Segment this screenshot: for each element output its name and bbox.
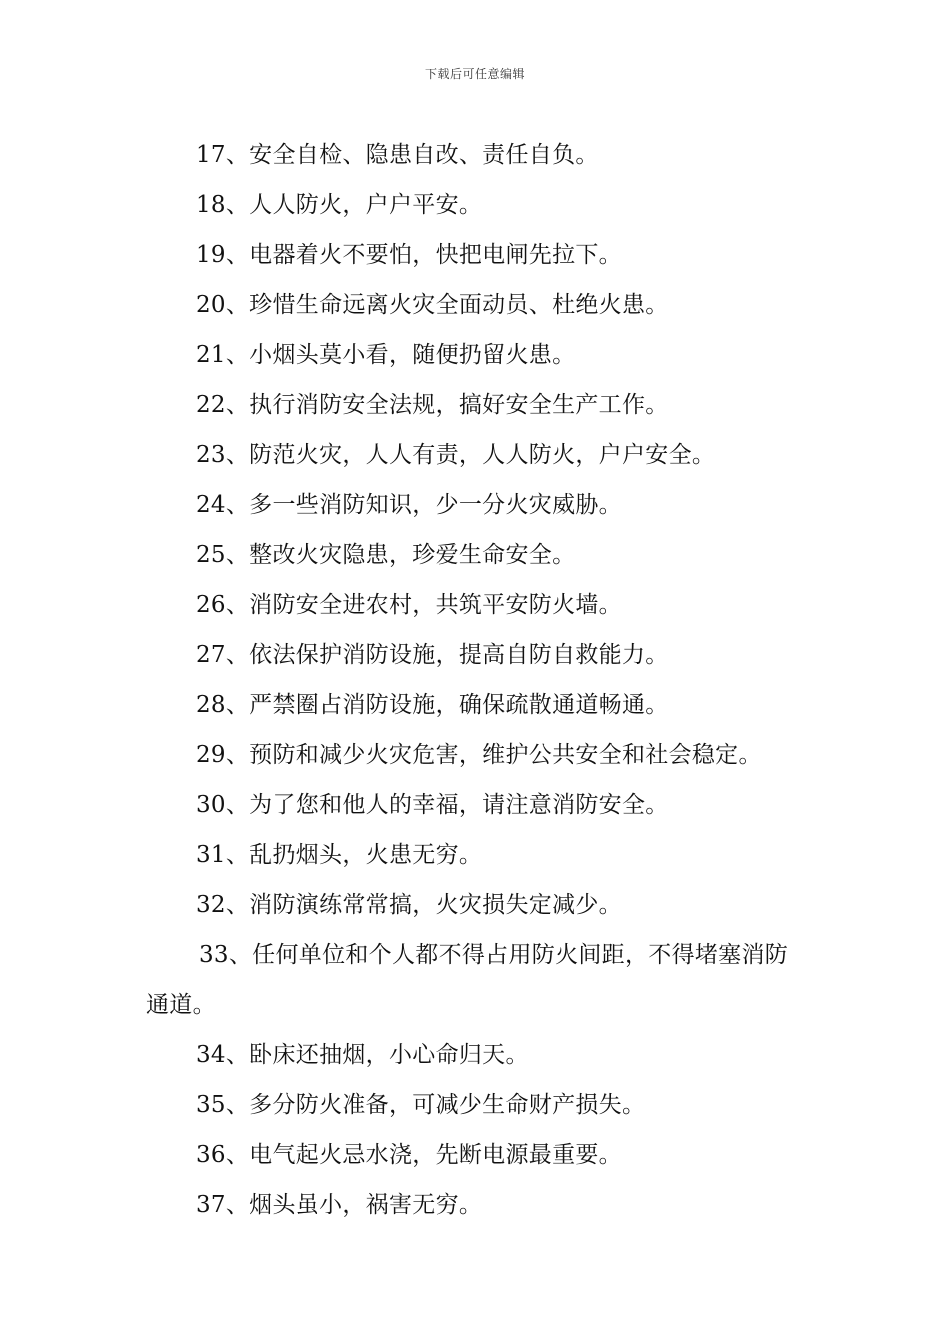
list-item: 28、严禁圈占消防设施，确保疏散通道畅通。 — [196, 692, 669, 718]
list-item: 33、任何单位和个人都不得占用防火间距，不得堵塞消防通道。 — [146, 942, 789, 1018]
slogan-list — [146, 130, 826, 1230]
list-item: 17、安全自检、隐患自改、责任自负。 — [196, 142, 599, 168]
list-item: 31、乱扔烟头，火患无穷。 — [196, 842, 483, 868]
list-item: 27、依法保护消防设施，提高自防自救能力。 — [196, 642, 669, 668]
list-item: 19、电器着火不要怕，快把电闸先拉下。 — [196, 242, 622, 268]
list-item: 29、预防和减少火灾危害，维护公共安全和社会稳定。 — [196, 742, 762, 768]
list-item: 35、多分防火准备，可减少生命财产损失。 — [196, 1092, 646, 1118]
list-item: 37、烟头虽小，祸害无穷。 — [196, 1192, 483, 1218]
list-item: 20、珍惜生命远离火灾全面动员、杜绝火患。 — [196, 292, 669, 318]
list-item: 25、整改火灾隐患，珍爱生命安全。 — [196, 542, 576, 568]
list-item: 30、为了您和他人的幸福，请注意消防安全。 — [196, 792, 669, 818]
list-item: 18、人人防火，户户平安。 — [196, 192, 483, 218]
list-item: 22、执行消防安全法规，搞好安全生产工作。 — [196, 392, 669, 418]
list-item: 26、消防安全进农村，共筑平安防火墙。 — [196, 592, 622, 618]
list-item: 32、消防演练常常搞，火灾损失定减少。 — [196, 892, 622, 918]
list-item: 24、多一些消防知识，少一分火灾威胁。 — [196, 492, 622, 518]
list-item: 36、电气起火忌水浇，先断电源最重要。 — [196, 1142, 622, 1168]
list-item: 21、小烟头莫小看，随便扔留火患。 — [196, 342, 576, 368]
list-item: 34、卧床还抽烟，小心命归天。 — [196, 1042, 529, 1068]
list-item: 23、防范火灾，人人有责，人人防火，户户安全。 — [196, 442, 716, 468]
header-note: 下载后可任意编辑 — [424, 67, 525, 81]
